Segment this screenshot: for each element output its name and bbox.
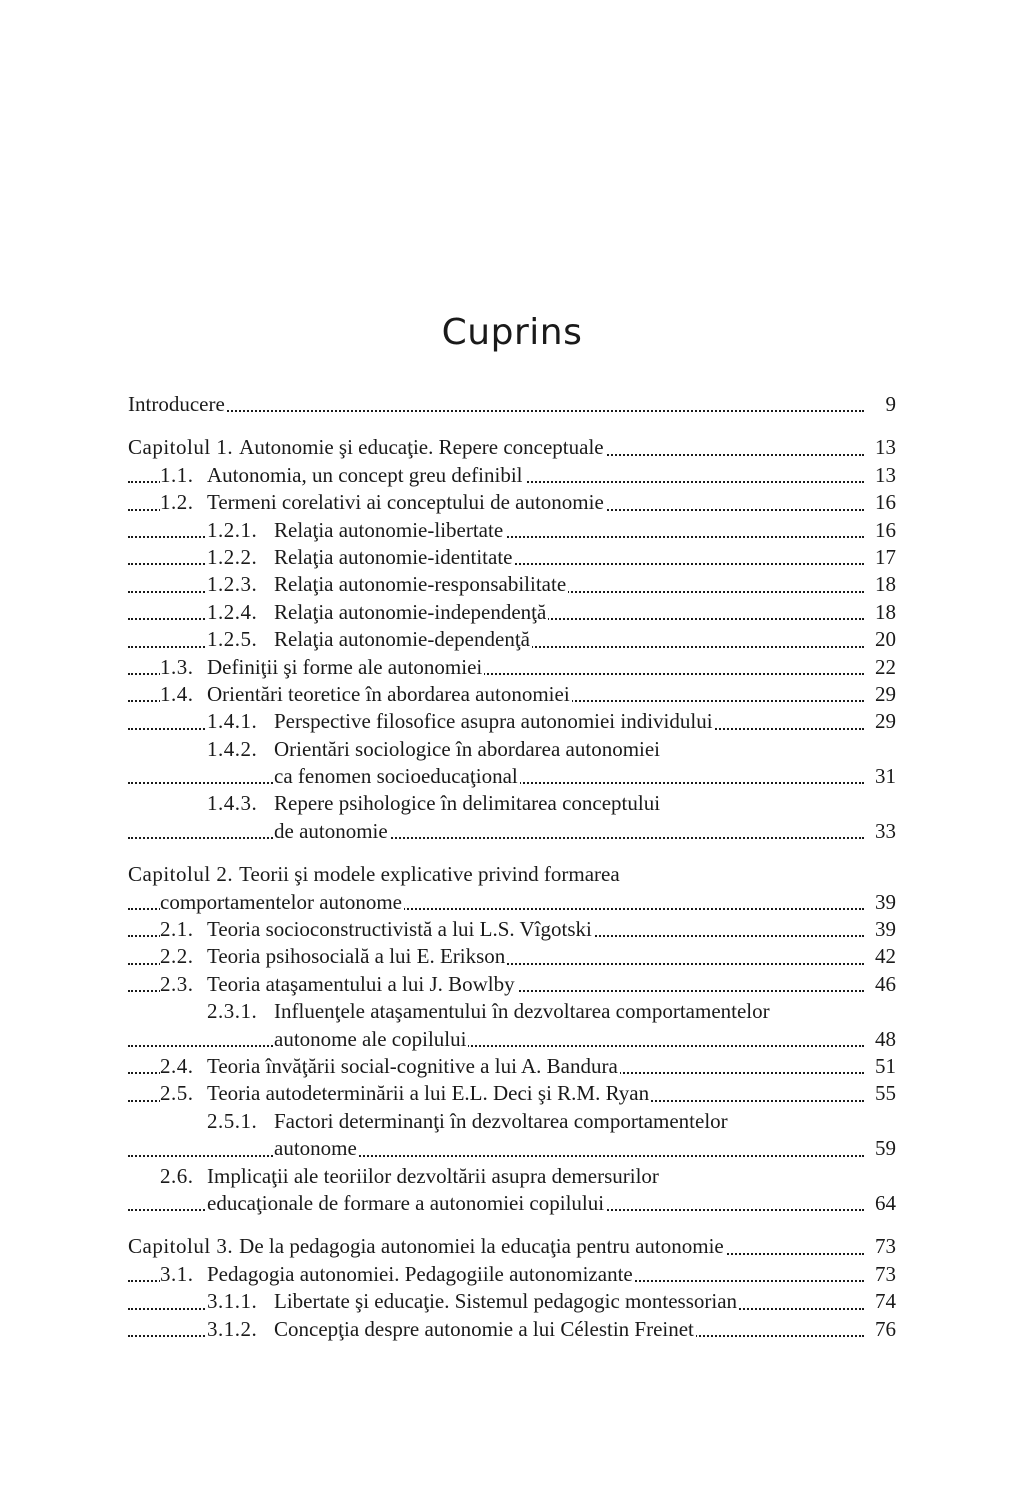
- toc-entry-title: autonome: [274, 1136, 357, 1161]
- toc-entry-number: Capitolul 1.: [128, 435, 234, 460]
- toc-entry-title: Pedagogia autonomiei. Pedagogiile autonomizante: [207, 1261, 633, 1286]
- toc-entry-number: 2.1.: [160, 917, 194, 942]
- toc-page-number: 39: [871, 916, 896, 943]
- toc-section: [128, 391, 896, 418]
- toc-entry[interactable]: [128, 462, 896, 489]
- toc-entry[interactable]: [128, 571, 896, 598]
- table-of-contents: [128, 391, 896, 1359]
- toc-entry[interactable]: [128, 763, 896, 790]
- toc-page-number: 22: [871, 654, 896, 681]
- toc-entry[interactable]: [128, 434, 896, 461]
- toc-page-number: 48: [871, 1026, 896, 1053]
- toc-entry-title: Teoria socioconstructivistă a lui L.S. Vîgotski: [207, 917, 592, 942]
- toc-entry-title: de autonomie: [274, 818, 388, 843]
- toc-entry-number: Capitolul 3.: [128, 1234, 234, 1259]
- toc-entry-number: 2.2.: [160, 944, 194, 969]
- toc-entry-title: comportamentelor autonome: [160, 889, 403, 914]
- toc-entry-number: 1.4.: [160, 681, 194, 706]
- toc-entry-title: Concepţia despre autonomie a lui Célestin Freinet: [274, 1316, 694, 1341]
- toc-entry-number: 3.1.1.: [207, 1289, 258, 1314]
- toc-page-number: 20: [871, 626, 896, 653]
- toc-entry[interactable]: [128, 861, 896, 888]
- toc-entry-number: 1.2.: [160, 490, 194, 515]
- toc-entry[interactable]: [128, 1288, 896, 1315]
- dot-leader: [128, 1155, 864, 1157]
- toc-entry[interactable]: [128, 1026, 896, 1053]
- toc-entry[interactable]: [128, 889, 896, 916]
- toc-entry-number: 1.3.: [160, 654, 194, 679]
- toc-entry-title: Orientări sociologice în abordarea autonomiei: [274, 736, 661, 761]
- toc-entry-title: Repere psihologice în delimitarea conceptului: [274, 791, 661, 816]
- toc-entry[interactable]: [128, 818, 896, 845]
- toc-page-number: 16: [871, 489, 896, 516]
- toc-entry[interactable]: [128, 1190, 896, 1217]
- toc-page-number: 9: [882, 391, 897, 418]
- toc-entry-number: 2.5.1.: [207, 1108, 258, 1133]
- toc-page-number: 73: [871, 1261, 896, 1288]
- toc-entry[interactable]: [128, 1108, 896, 1135]
- toc-entry[interactable]: [128, 599, 896, 626]
- toc-entry[interactable]: [128, 626, 896, 653]
- toc-page-number: 29: [871, 708, 896, 735]
- toc-page-number: 13: [871, 434, 896, 461]
- toc-entry-title: Teoria psihosocială a lui E. Erikson: [207, 944, 506, 969]
- toc-entry-title: Teorii şi modele explicative privind formarea: [239, 862, 620, 887]
- toc-entry[interactable]: [128, 708, 896, 735]
- toc-entry-title: educaţionale de formare a autonomiei copilului: [207, 1190, 605, 1215]
- toc-entry-number: 2.3.: [160, 971, 194, 996]
- toc-entry-number: 1.2.4.: [207, 599, 258, 624]
- toc-entry-number: Capitolul 2.: [128, 862, 234, 887]
- toc-page-number: 16: [871, 517, 896, 544]
- toc-entry-title: Orientări teoretice în abordarea autonomiei: [207, 681, 570, 706]
- toc-page-number: 51: [871, 1053, 896, 1080]
- dot-leader: [128, 837, 864, 839]
- toc-entry-title: Termeni corelativi ai conceptului de autonomie: [207, 490, 604, 515]
- toc-entry-number: 2.4.: [160, 1053, 194, 1078]
- toc-page-number: 46: [871, 971, 896, 998]
- toc-entry[interactable]: [128, 681, 896, 708]
- toc-entry-number: 1.4.1.: [207, 709, 258, 734]
- toc-entry[interactable]: [128, 790, 896, 817]
- toc-page-number: 33: [871, 818, 896, 845]
- toc-entry-number: 1.2.2.: [207, 544, 258, 569]
- toc-page-number: 42: [871, 943, 896, 970]
- toc-entry-title: Relaţia autonomie-dependenţă: [274, 627, 530, 652]
- toc-page-number: 39: [871, 889, 896, 916]
- toc-entry-title: De la pedagogia autonomiei la educaţia pentru autonomie: [239, 1234, 724, 1259]
- toc-page-number: 31: [871, 763, 896, 790]
- toc-entry[interactable]: [128, 544, 896, 571]
- toc-entry-number: 1.2.1.: [207, 517, 258, 542]
- toc-page-number: 74: [871, 1288, 896, 1315]
- toc-entry-number: 3.1.: [160, 1261, 194, 1286]
- toc-page-number: 17: [871, 544, 896, 571]
- toc-page-number: 55: [871, 1080, 896, 1107]
- toc-section: [128, 861, 896, 1217]
- toc-entry-number: 1.4.3.: [207, 791, 258, 816]
- toc-entry-title: Teoria ataşamentului a lui J. Bowlby: [207, 971, 515, 996]
- toc-entry-number: 2.6.: [160, 1163, 194, 1188]
- toc-entry[interactable]: [128, 654, 896, 681]
- toc-entry[interactable]: [128, 489, 896, 516]
- toc-entry[interactable]: [128, 736, 896, 763]
- toc-section: [128, 1233, 896, 1343]
- toc-page-number: 18: [871, 599, 896, 626]
- toc-page-number: 29: [871, 681, 896, 708]
- toc-entry-title: autonome ale copilului: [274, 1026, 467, 1051]
- toc-entry-title: Autonomia, un concept greu definibil: [207, 462, 523, 487]
- toc-entry-number: 1.1.: [160, 462, 194, 487]
- toc-entry-number: 2.3.1.: [207, 999, 258, 1024]
- toc-entry-number: 3.1.2.: [207, 1316, 258, 1341]
- toc-page-number: 13: [871, 462, 896, 489]
- toc-entry[interactable]: [128, 1053, 896, 1080]
- toc-entry-title: Libertate şi educaţie. Sistemul pedagogic montessorian: [274, 1289, 738, 1314]
- toc-entry[interactable]: [128, 1233, 896, 1260]
- toc-entry-number: 1.2.5.: [207, 627, 258, 652]
- toc-entry-title: Relaţia autonomie-identitate: [274, 544, 513, 569]
- toc-entry-number: 1.2.3.: [207, 572, 258, 597]
- toc-entry-title: Relaţia autonomie-libertate: [274, 517, 504, 542]
- toc-entry-title: Perspective filosofice asupra autonomiei individului: [274, 709, 713, 734]
- toc-page-number: 18: [871, 571, 896, 598]
- toc-entry-title: Relaţia autonomie-independenţă: [274, 599, 547, 624]
- toc-entry-title: Factori determinanţi în dezvoltarea comportamentelor: [274, 1108, 728, 1133]
- dot-leader: [128, 1045, 864, 1047]
- toc-page-number: 76: [871, 1316, 896, 1343]
- toc-section: [128, 434, 896, 845]
- toc-entry[interactable]: [128, 1135, 896, 1162]
- toc-entry[interactable]: [128, 1080, 896, 1107]
- toc-entry-title: Influenţele ataşamentului în dezvoltarea comportamentelor: [274, 999, 770, 1024]
- toc-entry[interactable]: [128, 391, 896, 418]
- page-title: Cuprins: [441, 312, 583, 354]
- toc-entry[interactable]: [128, 1261, 896, 1288]
- toc-entry-title: Relaţia autonomie-responsabilitate: [274, 572, 567, 597]
- toc-entry-title: Autonomie şi educaţie. Repere conceptuale: [239, 435, 604, 460]
- toc-entry-title: ca fenomen socioeducaţional: [274, 764, 518, 789]
- toc-entry[interactable]: [128, 998, 896, 1025]
- toc-entry[interactable]: [128, 916, 896, 943]
- toc-entry-title: Definiţii şi forme ale autonomiei: [207, 654, 483, 679]
- toc-page-number: 73: [871, 1233, 896, 1260]
- toc-entry-number: 2.5.: [160, 1081, 194, 1106]
- toc-entry-title: Implicaţii ale teoriilor dezvoltării asupra demersurilor: [207, 1163, 659, 1188]
- dot-leader: [128, 410, 864, 412]
- toc-entry[interactable]: [128, 1163, 896, 1190]
- toc-entry[interactable]: [128, 943, 896, 970]
- toc-entry-title: Teoria autodeterminării a lui E.L. Deci şi R.M. Ryan: [207, 1081, 650, 1106]
- toc-entry-title: Introducere: [128, 392, 225, 416]
- toc-entry[interactable]: [128, 517, 896, 544]
- toc-entry-number: 1.4.2.: [207, 736, 258, 761]
- toc-page-number: 59: [871, 1135, 896, 1162]
- toc-entry[interactable]: [128, 1316, 896, 1343]
- toc-entry-title: Teoria învăţării social-cognitive a lui A. Bandura: [207, 1053, 618, 1078]
- toc-entry[interactable]: [128, 971, 896, 998]
- toc-page-number: 64: [871, 1190, 896, 1217]
